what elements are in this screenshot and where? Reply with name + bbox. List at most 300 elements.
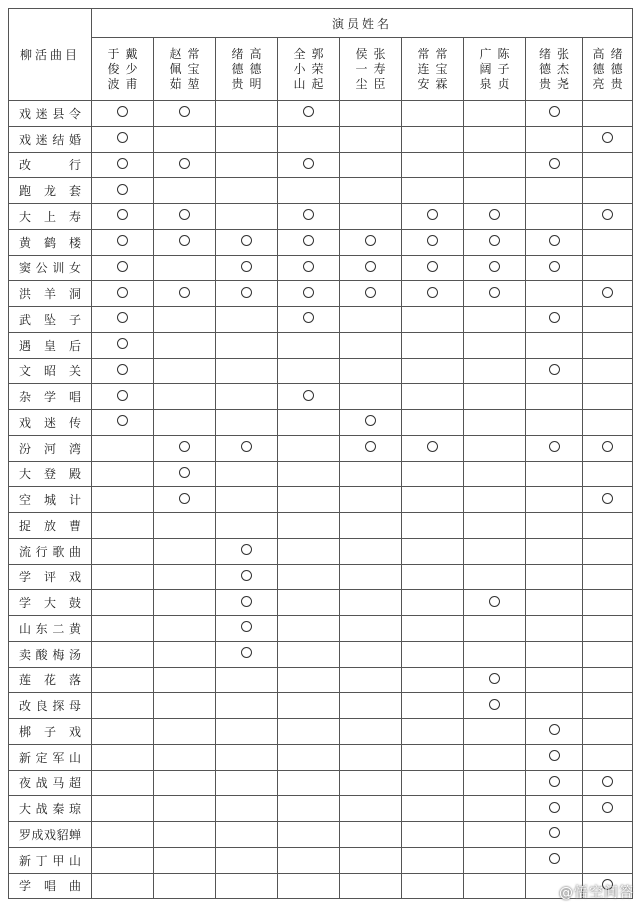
circle-mark-icon [549, 853, 560, 864]
table-row [9, 435, 633, 461]
table-cell [278, 822, 340, 848]
performer-name: 张 寿 臣 [373, 46, 386, 91]
table-cell [526, 461, 583, 487]
table-cell [340, 616, 402, 642]
circle-mark-icon [117, 132, 128, 143]
table-cell [278, 564, 340, 590]
table-cell [526, 358, 583, 384]
table-row [9, 307, 633, 333]
table-cell [278, 332, 340, 358]
table-cell [583, 641, 633, 667]
circle-mark-icon [117, 312, 128, 323]
table-row [9, 513, 633, 539]
table-cell [340, 101, 402, 127]
table-cell [402, 255, 464, 281]
table-cell [402, 641, 464, 667]
table-cell [340, 410, 402, 436]
circle-mark-icon [179, 441, 190, 452]
table-cell [402, 178, 464, 204]
table-cell [278, 616, 340, 642]
table-cell [216, 487, 278, 513]
song-title: 夜战马超 [9, 770, 92, 796]
table-cell [92, 229, 154, 255]
circle-mark-icon [549, 441, 560, 452]
table-cell [154, 384, 216, 410]
table-cell [154, 564, 216, 590]
song-title: 大战秦琼 [9, 796, 92, 822]
table-cell [464, 693, 526, 719]
performer-header [402, 38, 464, 101]
table-row [9, 410, 633, 436]
table-cell [402, 744, 464, 770]
repertoire-table [8, 8, 633, 899]
song-title: 学唱曲 [9, 873, 92, 899]
table-cell [216, 410, 278, 436]
table-cell [278, 435, 340, 461]
table-cell [154, 255, 216, 281]
table-cell [402, 204, 464, 230]
table-cell [526, 332, 583, 358]
circle-mark-icon [489, 261, 500, 272]
table-cell [216, 435, 278, 461]
song-title: 捉放曹 [9, 513, 92, 539]
table-cell [583, 822, 633, 848]
song-title: 戏迷结婚 [9, 126, 92, 152]
table-cell [583, 616, 633, 642]
table-cell [583, 744, 633, 770]
table-cell [154, 822, 216, 848]
table-cell [154, 152, 216, 178]
table-cell [583, 667, 633, 693]
table-cell [278, 101, 340, 127]
table-cell [278, 281, 340, 307]
table-cell [583, 538, 633, 564]
circle-mark-icon [117, 415, 128, 426]
table-cell [278, 693, 340, 719]
circle-mark-icon [117, 390, 128, 401]
table-cell [583, 332, 633, 358]
table-cell [340, 693, 402, 719]
table-cell [340, 435, 402, 461]
performer-names [526, 47, 582, 92]
table-row [9, 796, 633, 822]
table-cell [278, 590, 340, 616]
table-cell [154, 796, 216, 822]
song-title: 新定军山 [9, 744, 92, 770]
song-title: 梆子戏 [9, 719, 92, 745]
circle-mark-icon [303, 312, 314, 323]
circle-mark-icon [365, 287, 376, 298]
table-cell [216, 564, 278, 590]
performer-header [92, 38, 154, 101]
table-cell [278, 384, 340, 410]
performer-name: 于 俊 波 [107, 46, 120, 91]
table-cell [216, 822, 278, 848]
song-title: 空城计 [9, 487, 92, 513]
circle-mark-icon [427, 261, 438, 272]
circle-mark-icon [365, 261, 376, 272]
song-title: 跑龙套 [9, 178, 92, 204]
table-cell [464, 358, 526, 384]
table-cell [583, 358, 633, 384]
table-cell [526, 847, 583, 873]
table-cell [526, 204, 583, 230]
table-cell [464, 204, 526, 230]
table-cell [526, 564, 583, 590]
table-cell [92, 307, 154, 333]
circle-mark-icon [489, 673, 500, 684]
circle-mark-icon [549, 776, 560, 787]
table-cell [92, 152, 154, 178]
song-title: 流行歌曲 [9, 538, 92, 564]
song-title: 遇皇后 [9, 332, 92, 358]
table-cell [464, 487, 526, 513]
table-cell [583, 178, 633, 204]
table-cell [154, 101, 216, 127]
table-cell [154, 178, 216, 204]
table-cell [216, 513, 278, 539]
table-cell [154, 873, 216, 899]
performer-names [154, 47, 215, 92]
table-body [9, 101, 633, 899]
table-row [9, 487, 633, 513]
table-row [9, 152, 633, 178]
table-cell [464, 461, 526, 487]
table-cell [340, 255, 402, 281]
performer-name: 陈 子 贞 [497, 46, 510, 91]
table-cell [464, 744, 526, 770]
table-cell [92, 564, 154, 590]
circle-mark-icon [549, 364, 560, 375]
table-cell [154, 358, 216, 384]
table-cell [216, 281, 278, 307]
table-cell [583, 796, 633, 822]
table-cell [583, 152, 633, 178]
table-cell [526, 410, 583, 436]
circle-mark-icon [179, 287, 190, 298]
table-cell [464, 435, 526, 461]
circle-mark-icon [427, 441, 438, 452]
table-cell [154, 770, 216, 796]
table-cell [340, 178, 402, 204]
table-cell [464, 126, 526, 152]
table-cell [340, 796, 402, 822]
circle-mark-icon [549, 158, 560, 169]
circle-mark-icon [549, 106, 560, 117]
table-cell [92, 461, 154, 487]
table-cell [216, 641, 278, 667]
table-cell [402, 822, 464, 848]
table-cell [402, 410, 464, 436]
performer-name: 张 杰 尧 [557, 46, 570, 91]
table-cell [464, 513, 526, 539]
performer-header [464, 38, 526, 101]
table-cell [154, 410, 216, 436]
table-cell [154, 847, 216, 873]
performer-name: 常 宝 堃 [187, 46, 200, 91]
table-cell [278, 719, 340, 745]
table-row [9, 667, 633, 693]
performer-name: 侯 一 尘 [355, 46, 368, 91]
table-cell [402, 667, 464, 693]
table-cell [464, 770, 526, 796]
table-cell [278, 513, 340, 539]
circle-mark-icon [241, 287, 252, 298]
song-title: 大登殿 [9, 461, 92, 487]
table-cell [526, 126, 583, 152]
table-cell [402, 719, 464, 745]
table-cell [402, 126, 464, 152]
table-cell [402, 590, 464, 616]
circle-mark-icon [602, 209, 613, 220]
table-cell [216, 152, 278, 178]
table-cell [92, 332, 154, 358]
table-cell [154, 693, 216, 719]
circle-mark-icon [489, 596, 500, 607]
table-cell [402, 461, 464, 487]
table-cell [92, 255, 154, 281]
table-cell [154, 590, 216, 616]
performer-name: 赵 佩 茹 [169, 46, 182, 91]
circle-mark-icon [241, 544, 252, 555]
table-cell [92, 358, 154, 384]
performer-names [340, 47, 401, 92]
performer-names [92, 47, 153, 92]
circle-mark-icon [602, 493, 613, 504]
table-cell [278, 204, 340, 230]
table-row [9, 822, 633, 848]
circle-mark-icon [365, 415, 376, 426]
song-title: 卖酸梅汤 [9, 641, 92, 667]
table-cell [464, 410, 526, 436]
performer-name: 全 小 山 [293, 46, 306, 91]
table-cell [216, 770, 278, 796]
table-cell [278, 796, 340, 822]
table-cell [278, 641, 340, 667]
table-cell [278, 847, 340, 873]
table-cell [464, 384, 526, 410]
table-row [9, 281, 633, 307]
watermark: @悟空问答 [559, 885, 634, 901]
table-row [9, 358, 633, 384]
table-row [9, 744, 633, 770]
song-title: 山东二黄 [9, 616, 92, 642]
table-cell [464, 538, 526, 564]
table-cell [340, 847, 402, 873]
table-cell [154, 538, 216, 564]
song-title: 学评戏 [9, 564, 92, 590]
performer-header [583, 38, 633, 101]
performer-header-row [9, 38, 633, 101]
circle-mark-icon [117, 209, 128, 220]
table-cell [526, 796, 583, 822]
table-cell [402, 513, 464, 539]
table-row [9, 564, 633, 590]
table-cell [92, 847, 154, 873]
table-cell [464, 641, 526, 667]
table-cell [526, 770, 583, 796]
table-cell [92, 281, 154, 307]
song-title: 大上寿 [9, 204, 92, 230]
table-cell [216, 332, 278, 358]
table-cell [464, 332, 526, 358]
table-cell [464, 719, 526, 745]
table-cell [583, 564, 633, 590]
table-cell [278, 410, 340, 436]
table-cell [216, 616, 278, 642]
circle-mark-icon [549, 750, 560, 761]
table-row [9, 641, 633, 667]
table-cell [340, 744, 402, 770]
table-cell [402, 538, 464, 564]
circle-mark-icon [365, 235, 376, 246]
table-cell [526, 744, 583, 770]
table-cell [154, 616, 216, 642]
table-cell [216, 847, 278, 873]
circle-mark-icon [427, 235, 438, 246]
table-cell [464, 101, 526, 127]
table-cell [92, 667, 154, 693]
table-cell [464, 152, 526, 178]
performer-name: 高 德 亮 [592, 46, 605, 91]
table-cell [154, 281, 216, 307]
table-cell [92, 616, 154, 642]
circle-mark-icon [549, 724, 560, 735]
table-cell [92, 796, 154, 822]
table-cell [216, 229, 278, 255]
table-cell [464, 822, 526, 848]
circle-mark-icon [602, 441, 613, 452]
song-title: 汾河湾 [9, 435, 92, 461]
table-cell [92, 538, 154, 564]
table-row [9, 616, 633, 642]
table-row [9, 873, 633, 899]
table-cell [92, 641, 154, 667]
table-cell [278, 538, 340, 564]
table-cell [340, 461, 402, 487]
table-row [9, 693, 633, 719]
performer-name: 绪 德 贵 [610, 46, 623, 91]
table-cell [402, 307, 464, 333]
table-cell [464, 281, 526, 307]
table-cell [278, 744, 340, 770]
circle-mark-icon [549, 312, 560, 323]
table-cell [464, 590, 526, 616]
circle-mark-icon [179, 235, 190, 246]
table-cell [216, 744, 278, 770]
performer-name: 戴 少 甫 [125, 46, 138, 91]
performer-names [216, 47, 277, 92]
performer-name: 绪 德 贵 [538, 46, 551, 91]
circle-mark-icon [303, 106, 314, 117]
circle-mark-icon [241, 596, 252, 607]
table-cell [526, 641, 583, 667]
table-cell [464, 229, 526, 255]
table-cell [216, 590, 278, 616]
table-cell [92, 770, 154, 796]
table-cell [340, 332, 402, 358]
song-title: 窦公训女 [9, 255, 92, 281]
performer-name: 高 德 明 [249, 46, 262, 91]
table-cell [402, 487, 464, 513]
table-cell [154, 332, 216, 358]
table-cell [340, 719, 402, 745]
circle-mark-icon [303, 390, 314, 401]
table-cell [92, 822, 154, 848]
song-title: 罗成戏貂蝉 [9, 822, 92, 848]
table-cell [583, 384, 633, 410]
table-cell [583, 487, 633, 513]
table-row [9, 255, 633, 281]
table-cell [154, 513, 216, 539]
table-row [9, 229, 633, 255]
circle-mark-icon [489, 287, 500, 298]
table-cell [216, 719, 278, 745]
table-cell [92, 487, 154, 513]
table-cell [154, 229, 216, 255]
table-cell [216, 538, 278, 564]
table-cell [402, 616, 464, 642]
circle-mark-icon [241, 570, 252, 581]
table-cell [278, 178, 340, 204]
table-cell [583, 126, 633, 152]
song-title: 武坠子 [9, 307, 92, 333]
table-cell [583, 101, 633, 127]
table-cell [583, 693, 633, 719]
circle-mark-icon [602, 132, 613, 143]
table-cell [154, 461, 216, 487]
table-cell [583, 229, 633, 255]
performer-names [278, 47, 339, 92]
table-cell [526, 384, 583, 410]
song-title: 杂学唱 [9, 384, 92, 410]
table-cell [402, 564, 464, 590]
circle-mark-icon [365, 441, 376, 452]
table-cell [216, 667, 278, 693]
song-title: 文昭关 [9, 358, 92, 384]
table-cell [216, 255, 278, 281]
table-cell [92, 513, 154, 539]
table-cell [278, 255, 340, 281]
table-cell [154, 126, 216, 152]
table-row [9, 590, 633, 616]
performer-header [216, 38, 278, 101]
table-cell [526, 255, 583, 281]
song-title: 戏迷传 [9, 410, 92, 436]
circle-mark-icon [549, 802, 560, 813]
table-cell [154, 307, 216, 333]
table-cell [340, 204, 402, 230]
circle-mark-icon [241, 621, 252, 632]
table-cell [92, 410, 154, 436]
table-cell [278, 873, 340, 899]
table-cell [340, 641, 402, 667]
circle-mark-icon [427, 209, 438, 220]
circle-mark-icon [427, 287, 438, 298]
circle-mark-icon [303, 209, 314, 220]
table-cell [464, 255, 526, 281]
table-cell [402, 435, 464, 461]
table-cell [583, 770, 633, 796]
table-cell [92, 744, 154, 770]
table-row [9, 719, 633, 745]
performer-names [583, 47, 632, 92]
circle-mark-icon [602, 802, 613, 813]
table-cell [154, 641, 216, 667]
table-cell [583, 410, 633, 436]
circle-mark-icon [179, 209, 190, 220]
circle-mark-icon [549, 261, 560, 272]
